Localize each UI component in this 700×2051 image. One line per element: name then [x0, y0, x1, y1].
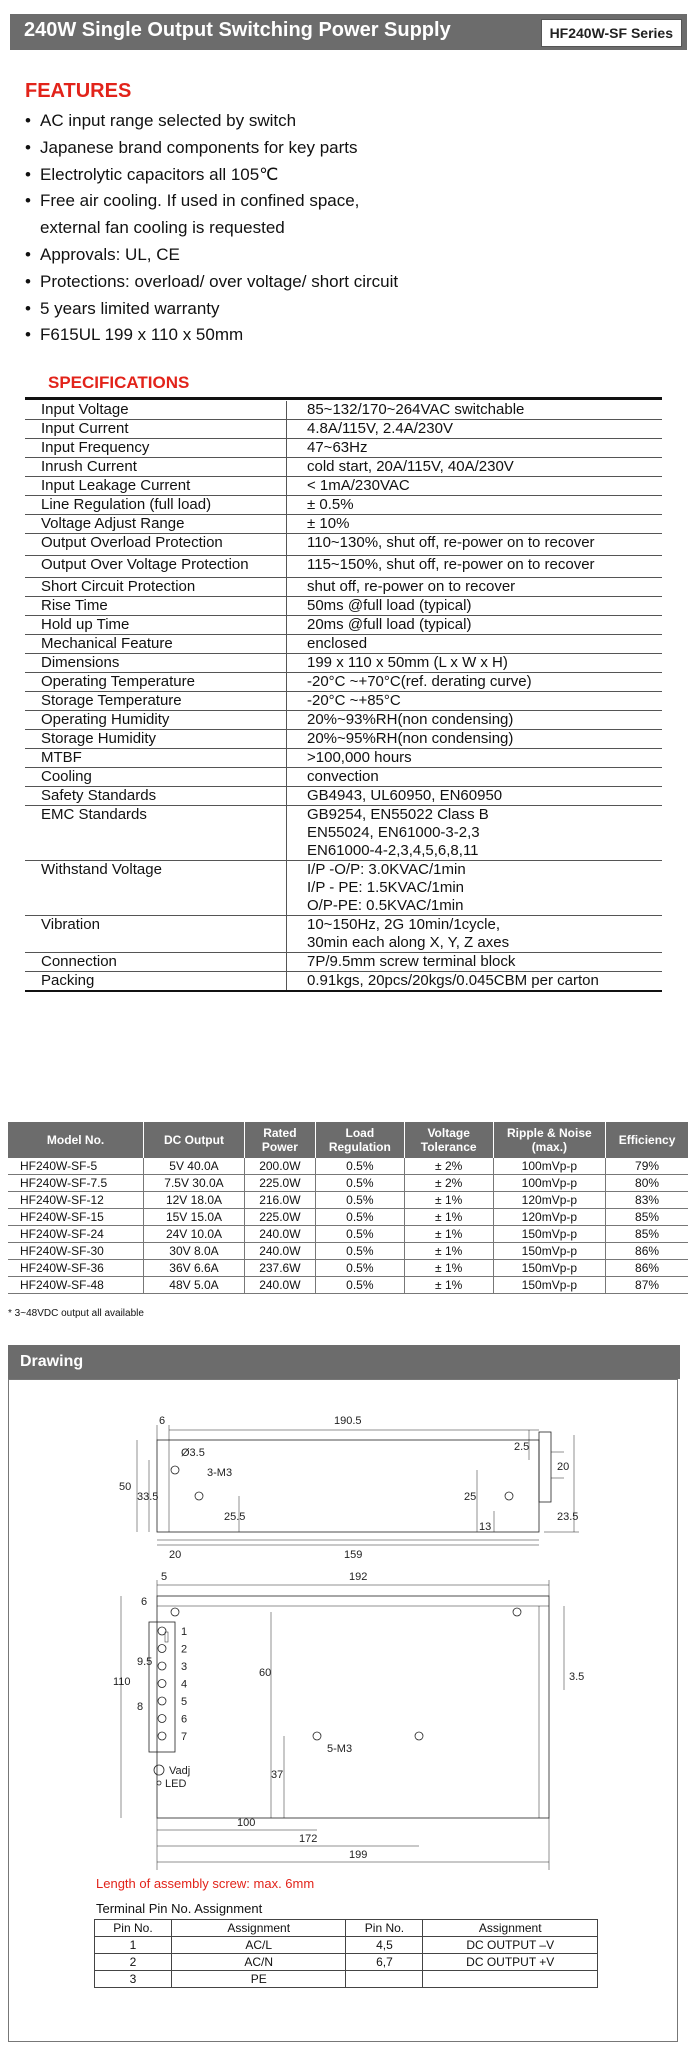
spec-row [25, 787, 662, 806]
features-heading: FEATURES [25, 80, 132, 102]
spec-value: -20°C ~+70°C(ref. derating curve) [287, 673, 663, 692]
dim-label: 110 [113, 1676, 131, 1688]
terminal-screw-icon [158, 1627, 166, 1635]
spec-value: 199 x 110 x 50mm (L x W x H) [287, 654, 663, 673]
spec-value: enclosed [287, 635, 663, 654]
dim-label: Ø3.5 [181, 1447, 205, 1459]
terminal-screw-icon [158, 1732, 166, 1740]
drawing-header-bar [8, 1345, 680, 1379]
model-cell: ± 1% [404, 1243, 493, 1260]
spec-label: Output Over Voltage Protection [25, 556, 287, 578]
terminal-pin-label: 3 [181, 1661, 188, 1673]
dim-label: Vadj [169, 1765, 191, 1777]
dim-label: 37 [271, 1769, 284, 1781]
spec-row [25, 692, 662, 711]
spec-row [25, 806, 662, 861]
model-cell: 83% [606, 1192, 688, 1209]
spec-label: Short Circuit Protection [25, 578, 287, 597]
model-cell: 0.5% [315, 1175, 404, 1192]
model-cell: 85% [606, 1209, 688, 1226]
model-cell: 87% [606, 1277, 688, 1294]
drawing-heading: Drawing [20, 1353, 84, 1370]
dim-label: 6 [159, 1415, 166, 1427]
spec-row [25, 635, 662, 654]
pin-row [95, 1954, 598, 1971]
spec-label: MTBF [25, 749, 287, 768]
model-cell: 150mVp-p [493, 1277, 606, 1294]
feature-item: • AC input range selected by switch [25, 108, 398, 135]
pin-cell: 3 [95, 1971, 172, 1988]
pin-assignment-table [94, 1919, 598, 1988]
model-cell: 36V 6.6A [144, 1260, 245, 1277]
pin-cell: AC/N [171, 1954, 346, 1971]
model-cell: 0.5% [315, 1226, 404, 1243]
spec-row [25, 711, 662, 730]
feature-item: • 5 years limited warranty [25, 296, 398, 323]
spec-row [25, 730, 662, 749]
spec-row [25, 578, 662, 597]
model-column-header: Voltage Tolerance [404, 1122, 493, 1158]
model-row [8, 1209, 688, 1226]
spec-row [25, 439, 662, 458]
feature-item: • Japanese brand components for key parts [25, 135, 398, 162]
spec-label: Rise Time [25, 597, 287, 616]
feature-item: • Free air cooling. If used in confined space, [25, 188, 398, 215]
pin-cell: DC OUTPUT +V [423, 1954, 598, 1971]
model-cell: ± 1% [404, 1192, 493, 1209]
model-column-header: Rated Power [244, 1122, 315, 1158]
spec-value: GB9254, EN55022 Class B EN55024, EN61000-3-2,3 EN61000-4-2,3,4,5,6,8,11 [287, 806, 663, 861]
spec-value: ± 10% [287, 515, 663, 534]
dim-label: 8 [137, 1701, 144, 1713]
spec-row [25, 768, 662, 787]
dim-label: 5-M3 [327, 1743, 353, 1755]
feature-item: • Electrolytic capacitors all 105℃ [25, 162, 398, 189]
spec-value: 20%~93%RH(non condensing) [287, 711, 663, 730]
dim-label: 190.5 [334, 1415, 362, 1427]
model-cell: 200.0W [244, 1158, 315, 1175]
spec-row [25, 597, 662, 616]
model-cell: ± 2% [404, 1158, 493, 1175]
model-cell: 150mVp-p [493, 1226, 606, 1243]
pin-column-header: Pin No. [346, 1920, 423, 1937]
dim-label: 20 [169, 1549, 182, 1561]
spec-row [25, 654, 662, 673]
model-cell: HF240W-SF-5 [8, 1158, 144, 1175]
feature-item: • Approvals: UL, CE [25, 242, 398, 269]
dim-label: 2.5 [514, 1441, 530, 1453]
pin-cell: 6,7 [346, 1954, 423, 1971]
dim-label: 159 [344, 1549, 363, 1561]
pin-cell: PE [171, 1971, 346, 1988]
model-cell: 0.5% [315, 1209, 404, 1226]
spec-label: Dimensions [25, 654, 287, 673]
model-cell: 0.5% [315, 1243, 404, 1260]
model-column-header: Model No. [8, 1122, 144, 1158]
spec-row [25, 749, 662, 768]
spec-label: Connection [25, 953, 287, 972]
spec-label: Input Frequency [25, 439, 287, 458]
pin-cell: 4,5 [346, 1937, 423, 1954]
terminal-screw-icon [158, 1680, 166, 1688]
spec-value: 47~63Hz [287, 439, 663, 458]
model-cell: 0.5% [315, 1277, 404, 1294]
pin-cell: DC OUTPUT –V [423, 1937, 598, 1954]
pin-column-header: Assignment [423, 1920, 598, 1937]
dim-label: 3.5 [569, 1671, 585, 1683]
model-cell: 15V 15.0A [144, 1209, 245, 1226]
page-title: 240W Single Output Switching Power Supply [24, 19, 451, 41]
feature-item: external fan cooling is requested [40, 218, 285, 238]
model-cell: 30V 8.0A [144, 1243, 245, 1260]
series-badge: HF240W-SF Series [541, 19, 682, 47]
model-cell: 120mVp-p [493, 1209, 606, 1226]
spec-row [25, 477, 662, 496]
terminal-screw-icon [158, 1662, 166, 1670]
spec-label: Operating Temperature [25, 673, 287, 692]
screw-length-note: Length of assembly screw: max. 6mm [96, 1876, 315, 1891]
model-row [8, 1192, 688, 1209]
dim-label: 6 [141, 1596, 148, 1608]
pin-row [95, 1937, 598, 1954]
pin-cell [423, 1971, 598, 1988]
model-cell: 24V 10.0A [144, 1226, 245, 1243]
model-row [8, 1226, 688, 1243]
model-cell: 12V 18.0A [144, 1192, 245, 1209]
dim-label: 3-M3 [207, 1467, 233, 1479]
dim-label: 25 [464, 1491, 477, 1503]
spec-label: Storage Temperature [25, 692, 287, 711]
model-cell: 120mVp-p [493, 1192, 606, 1209]
model-row [8, 1243, 688, 1260]
spec-label: Operating Humidity [25, 711, 287, 730]
terminal-pin-label: 1 [181, 1626, 188, 1638]
feature-item: • F615UL 199 x 110 x 50mm [25, 322, 398, 349]
model-cell: 85% [606, 1226, 688, 1243]
spec-label: EMC Standards [25, 806, 287, 861]
model-cell: ± 2% [404, 1175, 493, 1192]
model-row [8, 1158, 688, 1175]
model-cell: 86% [606, 1243, 688, 1260]
model-row [8, 1260, 688, 1277]
model-cell: 0.5% [315, 1260, 404, 1277]
terminal-screw-icon [158, 1697, 166, 1705]
spec-label: Hold up Time [25, 616, 287, 635]
model-cell: HF240W-SF-7.5 [8, 1175, 144, 1192]
spec-label: Line Regulation (full load) [25, 496, 287, 515]
spec-value: < 1mA/230VAC [287, 477, 663, 496]
model-cell: 240.0W [244, 1226, 315, 1243]
spec-row [25, 861, 662, 916]
spec-label: Cooling [25, 768, 287, 787]
spec-value: ± 0.5% [287, 496, 663, 515]
model-cell: 86% [606, 1260, 688, 1277]
terminal-screw-icon [158, 1645, 166, 1653]
pin-cell [346, 1971, 423, 1988]
model-cell: 225.0W [244, 1175, 315, 1192]
model-row [8, 1277, 688, 1294]
spec-label: Input Leakage Current [25, 477, 287, 496]
spec-value: >100,000 hours [287, 749, 663, 768]
terminal-screw-icon [158, 1715, 166, 1723]
model-cell: 80% [606, 1175, 688, 1192]
pin-cell: 1 [95, 1937, 172, 1954]
spec-value: 110~130%, shut off, re-power on to recover [287, 534, 663, 556]
specifications-table [25, 401, 662, 992]
spec-label: Withstand Voltage [25, 861, 287, 916]
terminal-pin-label: 2 [181, 1643, 188, 1656]
features-list [25, 108, 398, 349]
pin-column-header: Pin No. [95, 1920, 172, 1937]
dim-label: 60 [259, 1667, 272, 1679]
pin-column-header: Assignment [171, 1920, 346, 1937]
spec-row [25, 534, 662, 556]
spec-label: Storage Humidity [25, 730, 287, 749]
model-cell: ± 1% [404, 1209, 493, 1226]
spec-row [25, 515, 662, 534]
spec-value: 4.8A/115V, 2.4A/230V [287, 420, 663, 439]
model-cell: 100mVp-p [493, 1175, 606, 1192]
model-row [8, 1175, 688, 1192]
model-cell: 225.0W [244, 1209, 315, 1226]
model-cell: HF240W-SF-24 [8, 1226, 144, 1243]
spec-row [25, 673, 662, 692]
dim-label: 23.5 [557, 1511, 579, 1523]
spec-row [25, 420, 662, 439]
model-column-header: Ripple & Noise (max.) [493, 1122, 606, 1158]
model-cell: 216.0W [244, 1192, 315, 1209]
model-cell: ± 1% [404, 1277, 493, 1294]
terminal-pin-label: 5 [181, 1696, 188, 1708]
spec-value: -20°C ~+85°C [287, 692, 663, 711]
model-cell: HF240W-SF-36 [8, 1260, 144, 1277]
model-cell: 5V 40.0A [144, 1158, 245, 1175]
dim-label: 9.5 [137, 1656, 153, 1668]
spec-label: Inrush Current [25, 458, 287, 477]
spec-row [25, 401, 662, 420]
spec-value: I/P -O/P: 3.0KVAC/1min I/P - PE: 1.5KVAC/1min O/P-PE: 0.5KVAC/1min [287, 861, 663, 916]
terminal-pin-label: 7 [181, 1731, 188, 1743]
terminal-pin-label: 6 [181, 1713, 188, 1726]
top-view [113, 1571, 584, 1870]
spec-value: convection [287, 768, 663, 787]
pin-cell: 2 [95, 1954, 172, 1971]
spec-value: 115~150%, shut off, re-power on to recover [287, 556, 663, 578]
model-cell: ± 1% [404, 1226, 493, 1243]
model-cell: 240.0W [244, 1243, 315, 1260]
dim-label: 50 [119, 1481, 132, 1493]
terminal-pin-label: 4 [181, 1678, 188, 1691]
spec-value: 10~150Hz, 2G 10min/1cycle, 30min each along X, Y, Z axes [287, 916, 663, 953]
spec-row [25, 953, 662, 972]
dim-label: 20 [557, 1461, 570, 1473]
spec-value: 20%~95%RH(non condensing) [287, 730, 663, 749]
divider [25, 397, 662, 400]
model-column-header: DC Output [144, 1122, 245, 1158]
model-cell: 240.0W [244, 1277, 315, 1294]
spec-value: 50ms @full load (typical) [287, 597, 663, 616]
spec-label: Vibration [25, 916, 287, 953]
spec-value: 85~132/170~264VAC switchable [287, 401, 663, 420]
model-cell: 48V 5.0A [144, 1277, 245, 1294]
model-cell: 150mVp-p [493, 1243, 606, 1260]
spec-label: Packing [25, 972, 287, 992]
model-cell: HF240W-SF-48 [8, 1277, 144, 1294]
spec-row [25, 972, 662, 992]
spec-label: Input Current [25, 420, 287, 439]
model-column-header: Load Regulation [315, 1122, 404, 1158]
model-cell: HF240W-SF-12 [8, 1192, 144, 1209]
model-table [8, 1122, 688, 1294]
specifications-heading: SPECIFICATIONS [48, 373, 190, 392]
model-cell: 237.6W [244, 1260, 315, 1277]
model-cell: 79% [606, 1158, 688, 1175]
spec-value: cold start, 20A/115V, 40A/230V [287, 458, 663, 477]
dim-label: 100 [237, 1817, 256, 1829]
pin-assignment-title: Terminal Pin No. Assignment [96, 1901, 263, 1916]
model-column-header: Efficiency [606, 1122, 688, 1158]
model-cell: HF240W-SF-30 [8, 1243, 144, 1260]
model-cell: 0.5% [315, 1158, 404, 1175]
pin-cell: AC/L [171, 1937, 346, 1954]
dim-label: 25.5 [224, 1511, 246, 1523]
dim-label: 13 [479, 1521, 492, 1533]
feature-item: • Protections: overload/ over voltage/ short circuit [25, 269, 398, 296]
spec-row [25, 556, 662, 578]
model-cell: ± 1% [404, 1260, 493, 1277]
dim-label: 33.5 [137, 1491, 159, 1503]
model-note: * 3~48VDC output all available [8, 1308, 144, 1319]
spec-value: 7P/9.5mm screw terminal block [287, 953, 663, 972]
spec-label: Mechanical Feature [25, 635, 287, 654]
model-cell: 150mVp-p [493, 1260, 606, 1277]
pin-row [95, 1971, 598, 1988]
spec-label: Voltage Adjust Range [25, 515, 287, 534]
spec-label: Safety Standards [25, 787, 287, 806]
model-cell: 7.5V 30.0A [144, 1175, 245, 1192]
spec-value: 0.91kgs, 20pcs/20kgs/0.045CBM per carton [287, 972, 663, 992]
spec-row [25, 616, 662, 635]
spec-row [25, 496, 662, 515]
side-view [119, 1415, 579, 1561]
dim-label: 5 [161, 1571, 168, 1583]
model-cell: HF240W-SF-15 [8, 1209, 144, 1226]
dim-label: 192 [349, 1571, 368, 1583]
dim-label: 172 [299, 1833, 318, 1845]
spec-label: Input Voltage [25, 401, 287, 420]
model-cell: 0.5% [315, 1192, 404, 1209]
spec-value: shut off, re-power on to recover [287, 578, 663, 597]
spec-row [25, 458, 662, 477]
spec-label: Output Overload Protection [25, 534, 287, 556]
spec-row [25, 916, 662, 953]
spec-value: GB4943, UL60950, EN60950 [287, 787, 663, 806]
dim-label: LED [165, 1778, 187, 1790]
model-cell: 100mVp-p [493, 1158, 606, 1175]
header-bar [10, 14, 687, 50]
dim-label: 199 [349, 1849, 368, 1861]
spec-value: 20ms @full load (typical) [287, 616, 663, 635]
